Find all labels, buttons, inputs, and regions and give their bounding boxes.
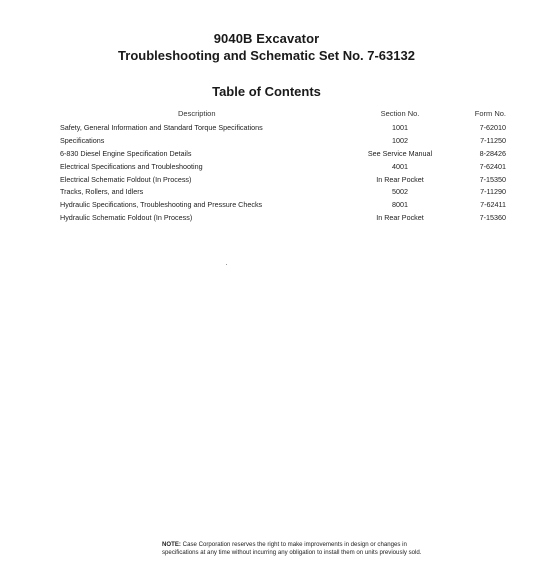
toc-description: Safety, General Information and Standard Torque Specifications (60, 123, 263, 132)
toc-section-number: 1001 (392, 123, 408, 132)
column-header-form: Form No. (474, 109, 506, 118)
toc-form-number: 7-11290 (480, 187, 506, 197)
document-subtitle: Troubleshooting and Schematic Set No. 7-63132 (118, 48, 415, 63)
toc-form-number: 7-62401 (479, 161, 506, 171)
document-title: 9040B Excavator (213, 31, 320, 46)
toc-row (60, 148, 510, 161)
disclaimer-note (162, 541, 424, 558)
note-text: Case Corporation reserves the right to make improvements in design or changes in specifications at any time without incurring any obligation to install them on units previously sold. (162, 541, 422, 557)
toc-section-number: 8001 (392, 200, 408, 210)
toc-table (60, 122, 510, 225)
toc-description: Specifications (60, 135, 105, 145)
toc-description: Hydraulic Schematic Foldout (In Process) (60, 213, 193, 223)
toc-form-number: 7-15350 (479, 174, 506, 184)
toc-description: Hydraulic Specifications, Troubleshooting and Pressure Checks (60, 200, 263, 210)
toc-row (60, 174, 510, 187)
toc-description: Tracks, Rollers, and Idlers (60, 187, 144, 197)
toc-row (60, 122, 510, 135)
column-header-section: Section No. (380, 109, 420, 118)
toc-row (60, 186, 510, 199)
toc-description: Electrical Specifications and Troubleshooting (60, 161, 203, 171)
toc-form-number: 8-28426 (479, 148, 506, 158)
toc-section-number: 5002 (392, 187, 408, 197)
toc-description: 6-830 Diesel Engine Specification Details (60, 148, 192, 158)
toc-heading: Table of Contents (212, 84, 321, 99)
toc-section-number: In Rear Pocket (376, 174, 424, 184)
toc-section-number: 4001 (392, 161, 408, 171)
toc-row (60, 135, 510, 148)
toc-section-number: In Rear Pocket (376, 213, 424, 223)
toc-row (60, 199, 510, 212)
toc-form-number: 7-62411 (480, 200, 506, 210)
toc-form-number: 7-62010 (479, 123, 506, 132)
toc-row (60, 161, 510, 174)
toc-section-number: 1002 (392, 135, 408, 145)
toc-row (60, 212, 510, 225)
note-label: NOTE: (162, 541, 181, 548)
toc-section-number: See Service Manual (367, 148, 433, 158)
toc-description: Electrical Schematic Foldout (In Process) (60, 174, 192, 184)
toc-form-number: 7-11250 (480, 135, 506, 145)
scan-speck (226, 264, 227, 265)
toc-form-number: 7-15360 (479, 213, 506, 223)
column-header-description: Description (178, 109, 216, 118)
